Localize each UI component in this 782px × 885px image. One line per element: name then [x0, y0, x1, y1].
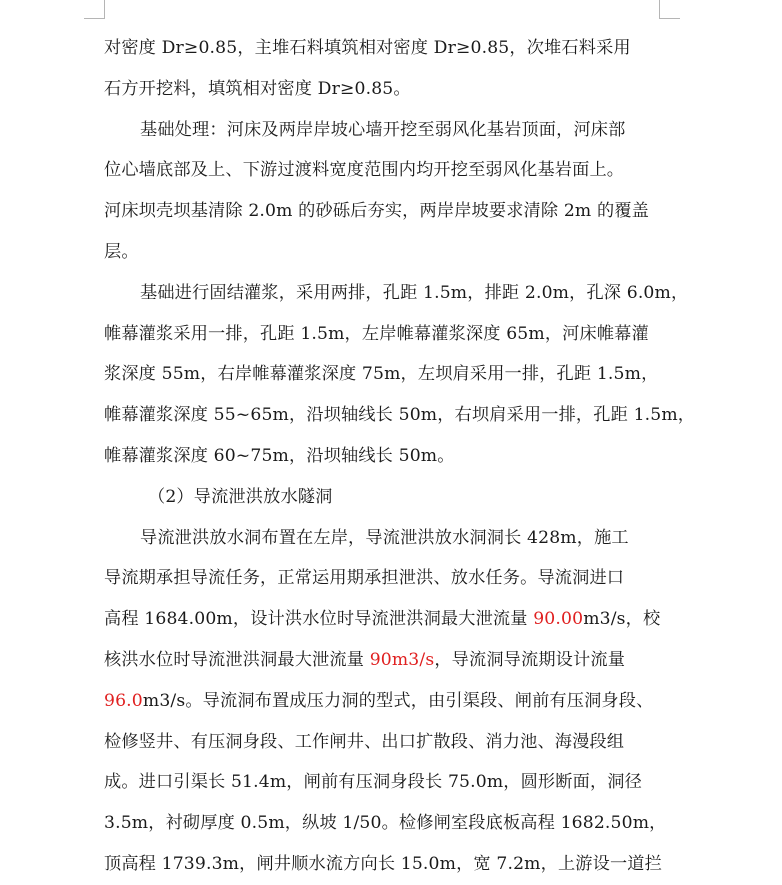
text-line: [104, 762, 660, 803]
text-segment: ，导流洞导流期设计流量: [434, 649, 626, 670]
text-segment: 层。: [104, 241, 139, 262]
text-segment: 帷幕灌浆深度 55~65m，沿坝轴线长 50m，右坝肩采用一排，孔距 1.5m，: [104, 405, 696, 426]
highlighted-text: 90.00: [533, 609, 584, 630]
margin-mark-top-left-horizontal: [84, 18, 105, 19]
text-line: [104, 599, 660, 640]
margin-mark-top-left: [104, 0, 105, 18]
highlighted-text: 90m3/s: [369, 649, 435, 670]
text-segment: 顶高程 1739.3m，闸井顺水流方向长 15.0m，宽 7.2m，上游设一道拦: [104, 853, 662, 874]
text-segment: （2）导流泄洪放水隧洞: [148, 486, 333, 507]
text-segment: m3/s，校: [583, 609, 661, 630]
text-line: [104, 273, 689, 314]
text-segment: 成。进口引渠长 51.4m，闸前有压洞身段长 75.0m，圆形断面，洞径: [104, 772, 642, 793]
text-line: [104, 518, 660, 559]
text-segment: 基础进行固结灌浆，采用两排，孔距 1.5m，排距 2.0m，孔深 6.0m，: [140, 282, 689, 303]
text-line: [104, 436, 660, 477]
text-segment: 3.5m，衬砌厚度 0.5m，纵坡 1/50。检修闸室段底板高程 1682.50m，: [104, 813, 667, 834]
text-line: [104, 150, 660, 191]
text-segment: 浆深度 55m，右岸帷幕灌浆深度 75m，左坝肩采用一排，孔距 1.5m，: [104, 364, 659, 385]
text-line: [104, 354, 660, 395]
text-line: [104, 314, 660, 355]
text-segment: 检修竖井、有压洞身段、工作闸井、出口扩散段、消力池、海漫段组: [104, 731, 625, 752]
text-line: [104, 110, 660, 151]
text-segment: 高程 1684.00m，设计洪水位时导流泄洪洞最大泄流量: [104, 609, 534, 630]
text-segment: m3/s。导流洞布置成压力洞的型式，由引渠段、闸前有压洞身段、: [142, 690, 654, 711]
text-segment: 河床坝壳坝基清除 2.0m 的砂砾后夯实，两岸岸坡要求清除 2m 的覆盖: [104, 201, 649, 222]
text-line: [104, 803, 667, 844]
margin-mark-top-right-horizontal: [659, 18, 680, 19]
text-line: [104, 477, 660, 518]
text-segment: 位心墙底部及上、下游过渡料宽度范围内均开挖至弱风化基岩面上。: [104, 160, 625, 181]
text-line: [104, 722, 660, 763]
text-line: [104, 681, 660, 722]
text-segment: 石方开挖料，填筑相对密度 Dr≥0.85。: [104, 78, 411, 99]
text-segment: 导流期承担导流任务，正常运用期承担泄洪、放水任务。导流洞进口: [104, 568, 625, 589]
text-segment: 帷幕灌浆采用一排，孔距 1.5m，左岸帷幕灌浆深度 65m，河床帷幕灌: [104, 323, 649, 344]
highlighted-text: 96.0: [104, 690, 143, 711]
text-line: [104, 69, 660, 110]
text-segment: 对密度 Dr≥0.85，主堆石料填筑相对密度 Dr≥0.85，次堆石料采用: [104, 38, 631, 58]
document-body-text[interactable]: [104, 28, 696, 885]
text-line: [104, 558, 660, 599]
text-line: [104, 395, 696, 436]
text-segment: 核洪水位时导流泄洪洞最大泄流量: [104, 649, 370, 670]
text-segment: 导流泄洪放水洞布置在左岸，导流泄洪放水洞洞长 428m，施工: [140, 527, 629, 548]
text-line: [104, 191, 660, 232]
margin-mark-top-right: [659, 0, 660, 18]
text-segment: 基础处理：河床及两岸岸坡心墙开挖至弱风化基岩顶面，河床部: [140, 119, 626, 140]
text-line: [104, 232, 660, 273]
text-line: [104, 640, 660, 681]
text-segment: 帷幕灌浆深度 60~75m，沿坝轴线长 50m。: [104, 445, 455, 466]
text-line: [104, 28, 660, 69]
